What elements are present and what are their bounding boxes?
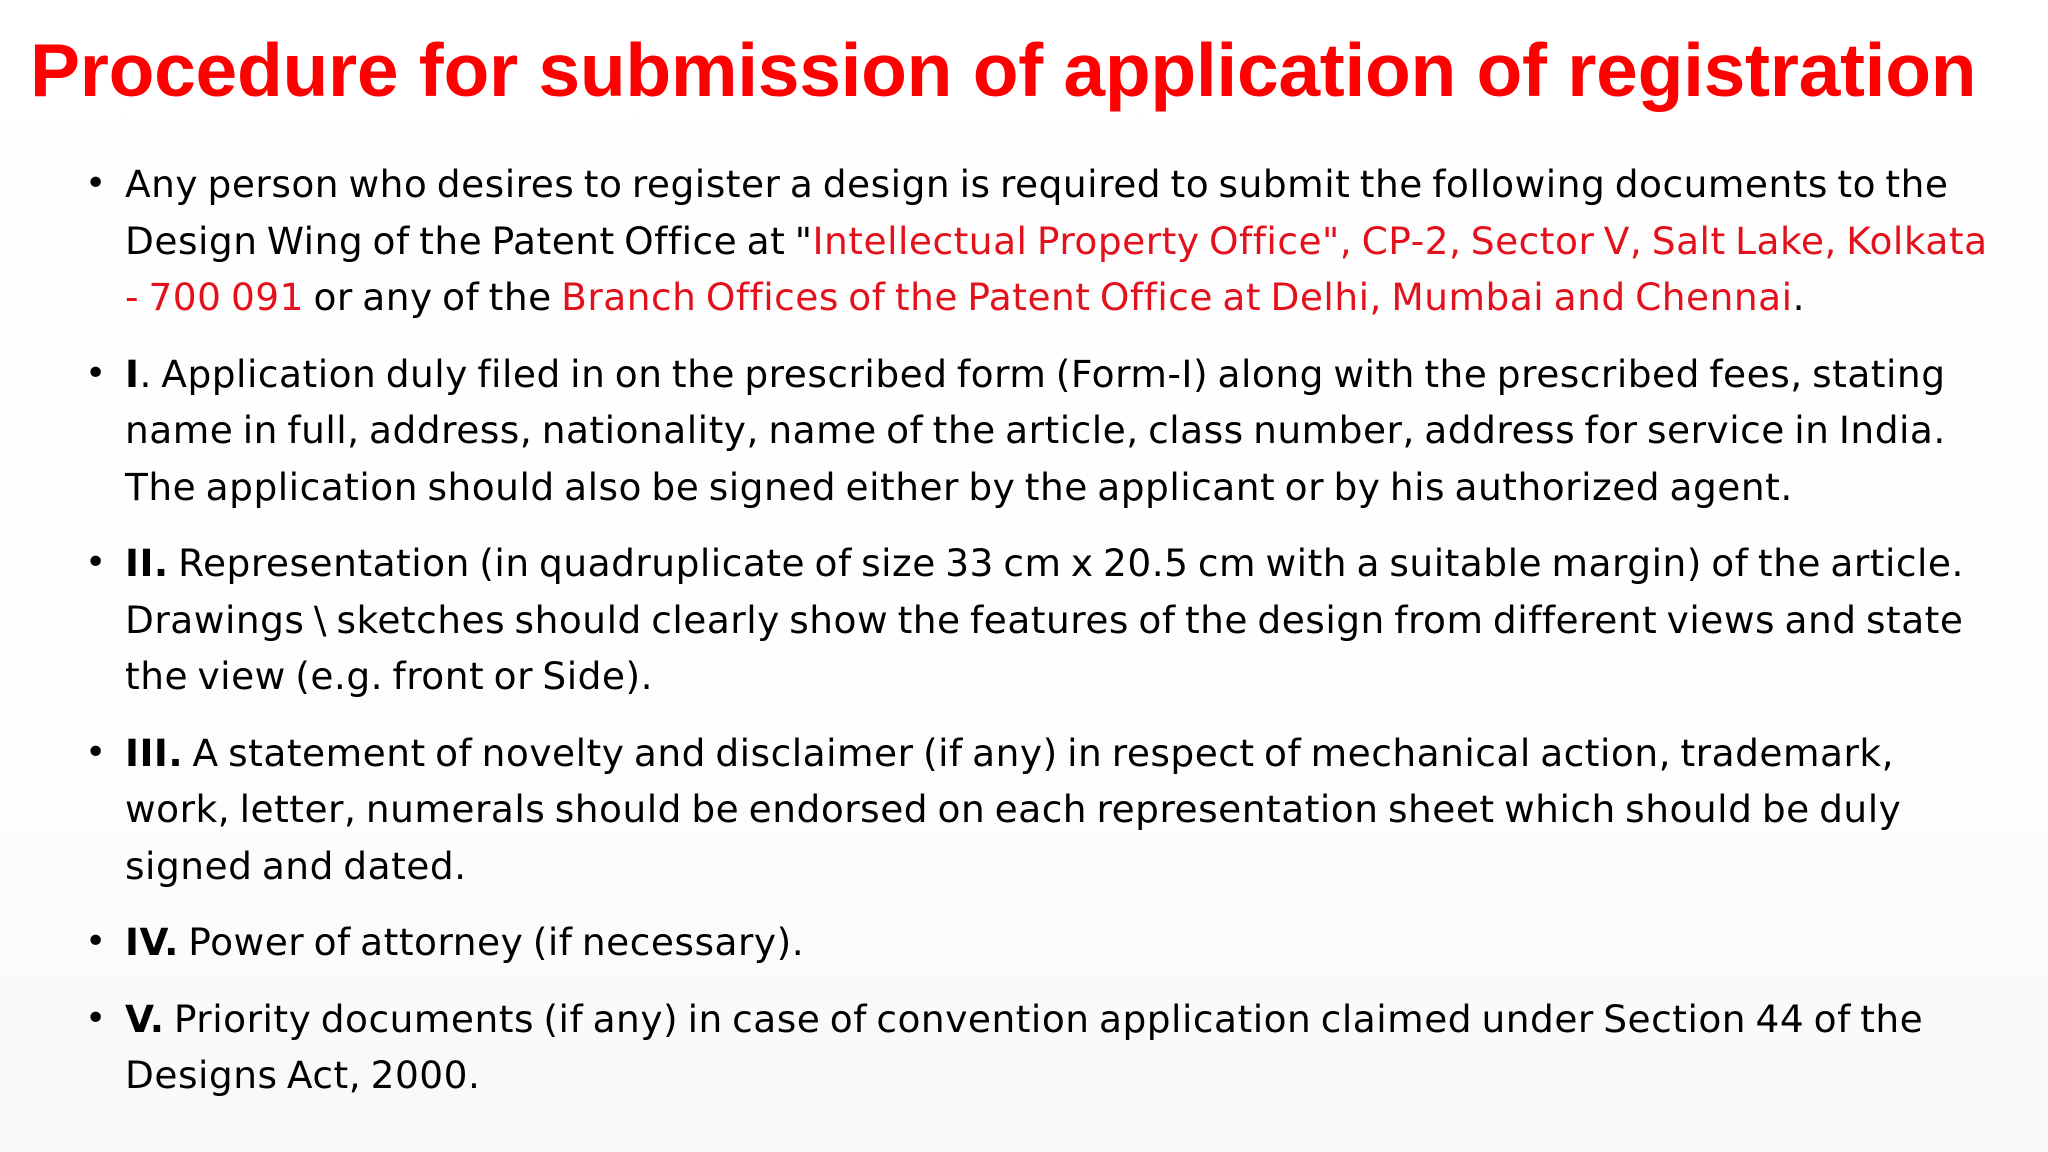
roman-numeral: V. xyxy=(125,996,165,1041)
item-text: Representation (in quadruplicate of size 33 cm x 20.5 cm with a suitable margin) of the article. Drawings \ sketches should clearly show the features of the design from different views and state the view (e.g. front or Side). xyxy=(125,541,1964,698)
bullet-icon: • xyxy=(85,163,107,204)
item-text: A statement of novelty and disclaimer (if any) in respect of mechanical action, trademark, work, letter, numerals should be endorsed on each representation sheet which should be duly signed and dated. xyxy=(125,730,1902,888)
list-item-intro xyxy=(85,156,2008,326)
roman-numeral: II. xyxy=(125,541,169,585)
bullet-icon: • xyxy=(85,542,107,583)
intro-text-2: or any of the xyxy=(304,275,562,319)
intro-text-1: Any person who desires to register a design is required to submit the following documents to the Design Wing of the Patent Office at " xyxy=(125,162,1949,263)
roman-numeral: III. xyxy=(125,730,184,775)
list-item-application-form xyxy=(85,346,2008,516)
roman-numeral: I xyxy=(125,351,140,396)
item-text: Power of attorney (if necessary). xyxy=(178,920,805,964)
branch-offices-text: Branch Offices of the Patent Office at Delhi, Mumbai and Chennai xyxy=(561,275,1793,319)
bullet-icon: • xyxy=(85,921,107,962)
roman-numeral: IV. xyxy=(125,920,179,964)
list-item-representation xyxy=(85,535,2008,705)
bullet-icon: • xyxy=(85,352,107,394)
item-text: Priority documents (if any) in case of convention application claimed under Section 44 of the Designs Act, 2000. xyxy=(125,996,1924,1097)
intro-text-3: . xyxy=(1792,275,1805,319)
list-item-power-of-attorney xyxy=(85,914,2008,971)
ipo-kolkata-address: Intellectual Property Office", CP-2, Sector V, Salt Lake, Kolkata - 700 091 xyxy=(125,218,1988,319)
list-item-priority-documents xyxy=(85,991,2008,1104)
bullet-icon: • xyxy=(85,731,107,773)
slide-title: Procedure for submission of application of registration xyxy=(30,28,1977,112)
bullet-icon: • xyxy=(85,997,107,1039)
item-text: . Application duly filed in on the prescribed form (Form-I) along with the prescribed fees, stating name in full, address, nationality, name of the article, class number, address for service in India. The application should also be signed either by the applicant or by his authorized agent. xyxy=(125,351,1946,509)
requirements-list xyxy=(0,156,2048,1124)
list-item-novelty-statement xyxy=(85,725,2008,895)
